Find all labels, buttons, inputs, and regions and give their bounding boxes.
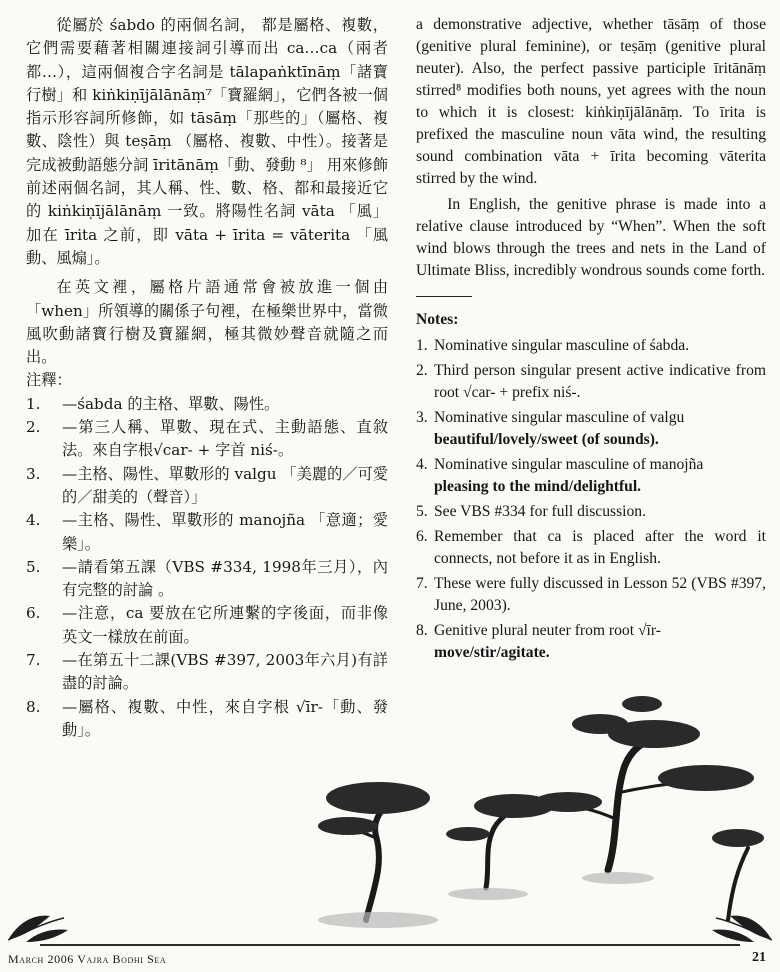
note-body: See VBS #334 for full discussion. xyxy=(434,503,646,520)
leaf-ornament-right-icon xyxy=(710,910,774,944)
english-notes-heading: Notes: xyxy=(416,311,459,328)
chinese-paragraph-1: 從屬於 śabdo 的兩個名詞， 都是屬格、複數，它們需要藉著相關連接詞引導而出 ca…ca（兩者都…），這兩個複合字名詞是 tālapaṅktīnāṃ「諸寶行樹」和 kiṅkiṇījālānāṃ⁷「寶羅網」，它們各被一個指示形容詞所修飾，如 tāsāṃ「那些的」（屬格、複數、陰性）與 teṣāṃ （屬格、複數、中性）。接著是完成被動語態分詞 īritānāṃ「動、發動 ⁸」 用來修飾前述兩個名詞，其人稱、性、數、格、都和最接近它的 kiṅkiṇījālānāṃ 一致。將陽性名詞 vāta 「風」加在 īrita 之前，即 vāta + īrita = vāterita 「風動、風煽」。 xyxy=(26,16,388,267)
note-body: Nominative singular masculine of manojña xyxy=(434,456,704,473)
note-number: 5. xyxy=(26,557,41,576)
english-note-3 xyxy=(416,407,766,451)
note-text xyxy=(434,526,766,570)
note-text xyxy=(434,501,766,523)
note-text: —主格、陽性、單數形的 valgu 「美麗的／可愛的／甜美的（聲音）」 xyxy=(62,464,388,506)
chinese-note-5 xyxy=(26,556,388,603)
note-body: Third person singular present active indicative from root √car- + prefix niś-. xyxy=(434,362,766,401)
foliage-cluster xyxy=(446,827,490,841)
chinese-note-2 xyxy=(26,416,388,463)
note-text: —第三人稱、單數、現在式、主動語態、直敘法。來自字根√car- + 字首 niś-。 xyxy=(62,418,388,460)
note-number: 1. xyxy=(416,337,428,354)
mist-wash xyxy=(582,872,654,884)
note-text xyxy=(434,573,766,617)
note-text: —請看第五課（VBS #334, 1998年三月），內有完整的討論 。 xyxy=(62,557,388,600)
english-note-7 xyxy=(416,573,766,617)
note-body: Remember that ca is placed after the word it connects, not before it as in English. xyxy=(434,528,766,567)
note-number: 7. xyxy=(416,575,428,592)
note-number: 3. xyxy=(26,464,41,483)
foliage-cluster xyxy=(534,792,602,812)
english-column xyxy=(416,14,766,667)
note-text xyxy=(434,335,766,357)
note-body: Nominative singular masculine of valgu xyxy=(434,409,685,426)
note-number: 2. xyxy=(26,418,41,437)
chinese-note-6 xyxy=(26,602,388,649)
mist-wash xyxy=(448,888,528,900)
english-note-5 xyxy=(416,501,766,523)
note-body: Genitive plural neuter from root √īr- xyxy=(434,622,661,639)
chinese-note-4 xyxy=(26,509,388,556)
foliage-cluster xyxy=(658,765,754,791)
note-number: 8. xyxy=(26,697,41,716)
foliage-cluster xyxy=(318,817,378,835)
notes-divider xyxy=(416,296,472,297)
tree-trunk-middle xyxy=(486,806,528,888)
note-text: —主格、陽性、單數形的 manojña 「意適；愛樂」。 xyxy=(62,511,388,553)
note-number: 6. xyxy=(26,604,41,623)
note-text xyxy=(434,620,766,664)
note-text xyxy=(434,360,766,404)
foliage-cluster xyxy=(572,714,628,734)
note-number: 1. xyxy=(26,394,41,413)
english-note-6 xyxy=(416,526,766,570)
leaf-ornament-left-icon xyxy=(6,910,70,944)
note-text: —在第五十二課(VBS #397, 2003年六月)有詳盡的討論。 xyxy=(62,651,388,693)
english-note-4 xyxy=(416,454,766,498)
note-text: —注意，ca 要放在它所連繫的字後面，而非像英文一樣放在前面。 xyxy=(62,604,388,646)
note-gloss: beautiful/lovely/sweet (of sounds). xyxy=(434,431,659,448)
note-text xyxy=(434,407,766,451)
note-gloss: move/stir/agitate. xyxy=(434,644,550,661)
note-text: —屬格、複數、中性，來自字根 √īr-「動、發動」。 xyxy=(62,697,388,739)
chinese-column xyxy=(26,14,388,742)
note-number: 6. xyxy=(416,528,428,545)
english-paragraph-1: a demonstrative adjective, whether tāsāṃ of those (genitive plural feminine), or teṣāṃ (genitive plural neuter). Also, the perfect passive participle īritānāṃ stirred⁸ modifies both nouns, yet agrees with the noun to which it is closest: kiṅkiṇījālānāṃ. To īrita is prefixed the masculine noun vāta wind, the resulting sound combination vāta + īrita becoming vāterita stirred by the wind. xyxy=(416,16,766,187)
tree-trunk-right xyxy=(608,736,662,870)
note-body: These were fully discussed in Lesson 52 (VBS #397, June, 2003). xyxy=(434,575,766,614)
publication-line: March 2006 Vajra Bodhi Sea xyxy=(8,952,167,966)
note-number: 5. xyxy=(416,503,428,520)
english-note-8 xyxy=(416,620,766,664)
english-paragraph-2: In English, the genitive phrase is made into a relative clause introduced by “When”. When the soft wind blows through the trees and nets in the Land of Ultimate Bliss, incredibly wondrous sounds come forth. xyxy=(416,196,766,279)
chinese-notes-heading: 注釋： xyxy=(26,371,72,390)
note-number: 4. xyxy=(416,456,428,473)
foliage-cluster xyxy=(622,696,662,712)
foliage-cluster xyxy=(326,782,430,814)
page-number: 21 xyxy=(752,950,766,965)
note-gloss: pleasing to the mind/delightful. xyxy=(434,478,642,495)
foliage-cluster xyxy=(712,829,764,847)
chinese-note-1 xyxy=(26,393,388,416)
note-number: 8. xyxy=(416,622,428,639)
note-number: 2. xyxy=(416,362,428,379)
note-text xyxy=(434,454,766,498)
note-body: Nominative singular masculine of śabda. xyxy=(434,337,690,354)
chinese-paragraph-2: 在英文裡，屬格片語通常會被放進一個由「when」所領導的關係子句裡，在極樂世界中，當微風吹動諸寶行樹及寶羅網，極其微妙聲音就隨之而出。 xyxy=(26,278,388,367)
page-footer xyxy=(0,900,780,972)
english-note-1 xyxy=(416,335,766,357)
footer-rule xyxy=(40,944,740,946)
english-note-2 xyxy=(416,360,766,404)
chinese-note-3 xyxy=(26,463,388,510)
note-text: —śabda 的主格、單數、陽性。 xyxy=(62,394,280,413)
note-number: 3. xyxy=(416,409,428,426)
note-number: 7. xyxy=(26,651,41,670)
note-number: 4. xyxy=(26,511,41,530)
